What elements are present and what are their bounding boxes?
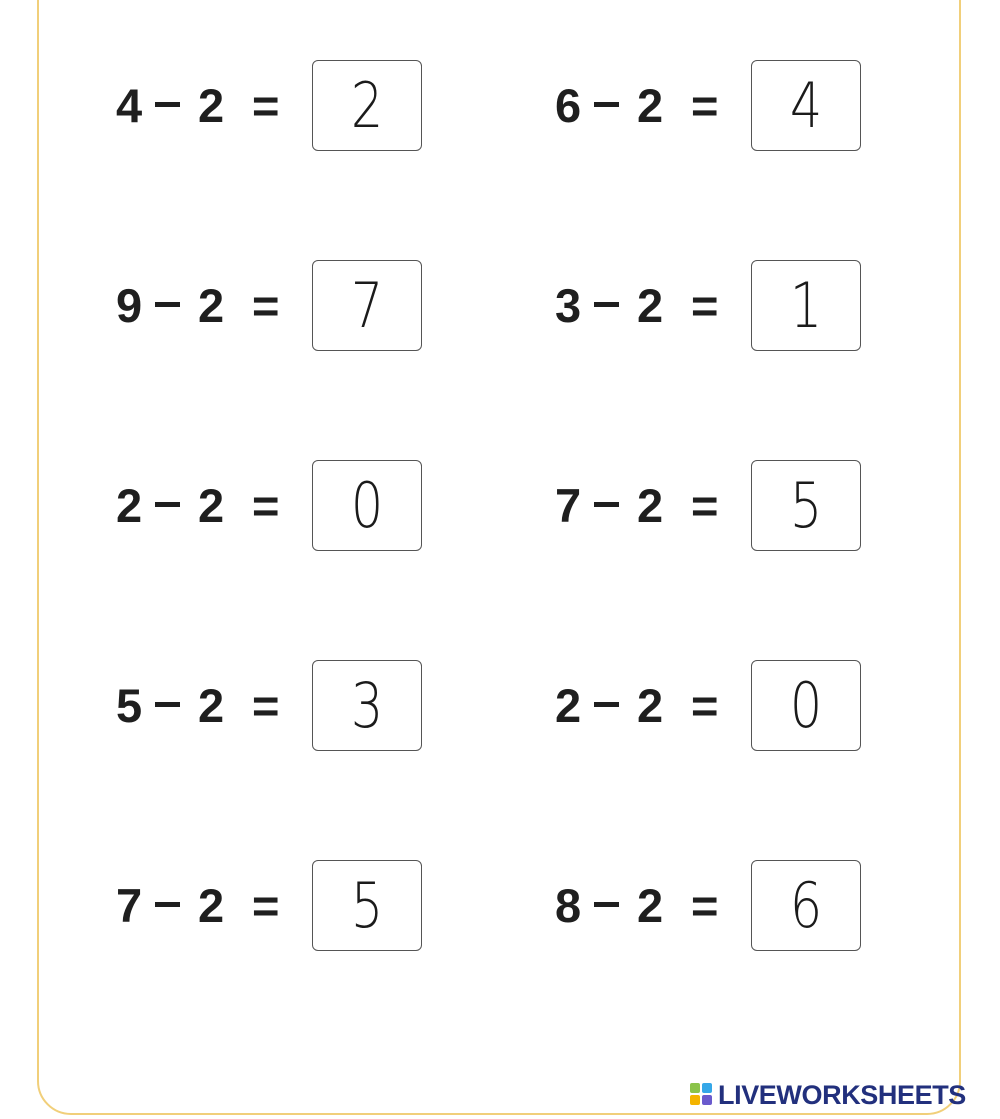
- equals-sign: =: [252, 79, 280, 132]
- subtrahend: 2: [637, 279, 664, 332]
- equation: [116, 78, 296, 134]
- logo-square-icon: [702, 1095, 712, 1105]
- answer-box[interactable]: [751, 260, 861, 351]
- minus-sign: [155, 502, 180, 507]
- subtrahend: 2: [637, 679, 664, 732]
- equals-sign: =: [252, 679, 280, 732]
- minus-sign: [594, 702, 619, 707]
- equation: [555, 878, 735, 934]
- equals-sign: =: [252, 479, 280, 532]
- minus-sign: [594, 902, 619, 907]
- minuend: 7: [555, 479, 582, 532]
- logo-square-icon: [690, 1095, 700, 1105]
- minuend: 2: [555, 679, 582, 732]
- equation: [555, 678, 735, 734]
- subtrahend: 2: [637, 79, 664, 132]
- equation: [116, 478, 296, 534]
- subtraction-problem: [116, 60, 476, 154]
- subtraction-problem: [555, 860, 915, 954]
- subtraction-problem: [555, 460, 915, 554]
- subtrahend: 2: [637, 879, 664, 932]
- minus-sign: [155, 902, 180, 907]
- answer-box[interactable]: [312, 660, 422, 751]
- equals-sign: =: [691, 679, 719, 732]
- minuend: 7: [116, 879, 143, 932]
- equation: [555, 78, 735, 134]
- minuend: 4: [116, 79, 143, 132]
- answer-box[interactable]: [751, 60, 861, 151]
- minus-sign: [594, 502, 619, 507]
- answer-value: 7: [350, 268, 384, 342]
- minuend: 3: [555, 279, 582, 332]
- equation: [555, 478, 735, 534]
- minus-sign: [155, 302, 180, 307]
- answer-value: 4: [789, 68, 823, 142]
- liveworksheets-logo-icon: [690, 1083, 714, 1107]
- minus-sign: [155, 702, 180, 707]
- equation: [116, 278, 296, 334]
- answer-box[interactable]: [751, 460, 861, 551]
- minuend: 5: [116, 679, 143, 732]
- subtraction-problem: [116, 260, 476, 354]
- equation: [116, 678, 296, 734]
- logo-square-icon: [702, 1083, 712, 1093]
- answer-value: 5: [350, 868, 384, 942]
- answer-box[interactable]: [312, 60, 422, 151]
- equals-sign: =: [691, 879, 719, 932]
- equals-sign: =: [252, 279, 280, 332]
- equals-sign: =: [252, 879, 280, 932]
- answer-box[interactable]: [312, 260, 422, 351]
- subtrahend: 2: [198, 279, 225, 332]
- subtraction-problem: [116, 860, 476, 954]
- subtrahend: 2: [637, 479, 664, 532]
- answer-box[interactable]: [751, 660, 861, 751]
- answer-value: 1: [789, 268, 823, 342]
- answer-box[interactable]: [312, 860, 422, 951]
- answer-value: 2: [350, 68, 384, 142]
- minuend: 9: [116, 279, 143, 332]
- liveworksheets-logo: [690, 1080, 966, 1110]
- answer-value: 3: [350, 668, 384, 742]
- subtraction-problem: [555, 660, 915, 754]
- minus-sign: [594, 302, 619, 307]
- minuend: 2: [116, 479, 143, 532]
- brand-name: LIVEWORKSHEETS: [718, 1079, 966, 1110]
- subtrahend: 2: [198, 479, 225, 532]
- answer-value: 5: [789, 468, 823, 542]
- equals-sign: =: [691, 479, 719, 532]
- answer-value: 6: [789, 868, 823, 942]
- answer-value: 0: [789, 668, 823, 742]
- minus-sign: [155, 102, 180, 107]
- equation: [116, 878, 296, 934]
- answer-box[interactable]: [751, 860, 861, 951]
- logo-square-icon: [690, 1083, 700, 1093]
- equals-sign: =: [691, 279, 719, 332]
- minus-sign: [594, 102, 619, 107]
- answer-value: 0: [350, 468, 384, 542]
- subtraction-problem: [555, 60, 915, 154]
- minuend: 8: [555, 879, 582, 932]
- equals-sign: =: [691, 79, 719, 132]
- subtrahend: 2: [198, 679, 225, 732]
- subtrahend: 2: [198, 79, 225, 132]
- subtraction-problem: [116, 660, 476, 754]
- answer-box[interactable]: [312, 460, 422, 551]
- minuend: 6: [555, 79, 582, 132]
- subtraction-problem: [555, 260, 915, 354]
- subtrahend: 2: [198, 879, 225, 932]
- equation: [555, 278, 735, 334]
- subtraction-problem: [116, 460, 476, 554]
